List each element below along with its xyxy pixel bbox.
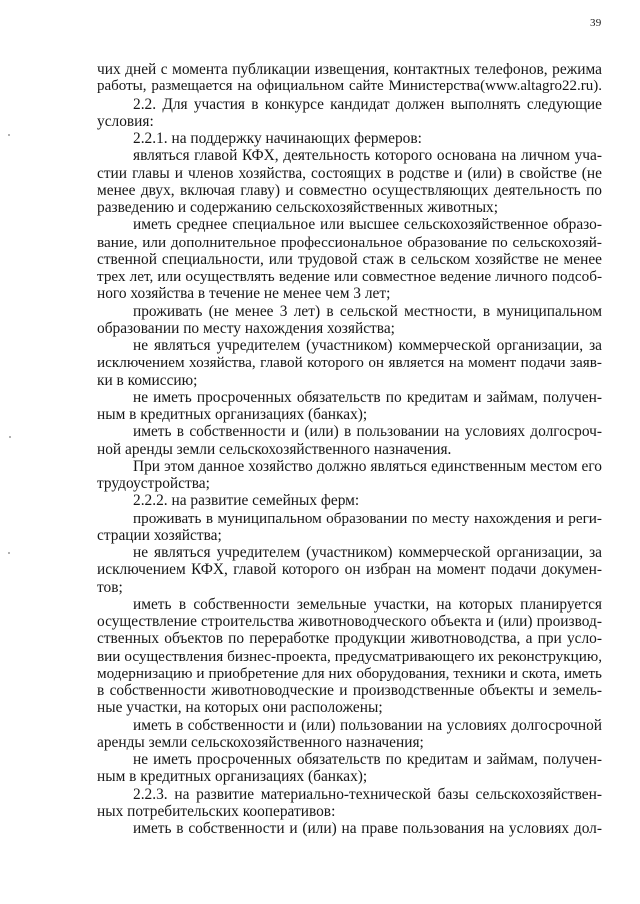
text-line: не являться учредителем (участником) коммерческой организации, за xyxy=(133,544,602,561)
text-line: образовании по месту нахождения хозяйства; xyxy=(97,319,395,337)
text-line: ственных объектов по переработке продукции животноводства, а при усло- xyxy=(97,630,602,648)
text-line: условия: xyxy=(97,112,154,130)
text-line: иметь в собственности и (или) в пользовании на условиях долгосроч- xyxy=(133,423,602,441)
scan-speck xyxy=(8,552,10,554)
text-line: трех лет, или осуществлять ведение или совместное ведение личного подсоб- xyxy=(97,268,602,285)
text-line: иметь в собственности земельные участки, на которых планируется xyxy=(133,595,602,613)
text-line: стии главы и членов хозяйства, состоящих в родстве и (или) в свойстве (не xyxy=(97,164,602,182)
text-line: 2.2.1. на поддержку начинающих фермеров: xyxy=(133,130,422,147)
text-line: ных потребительских кооперативов: xyxy=(97,802,336,820)
text-line: ки в комиссию; xyxy=(97,371,198,389)
text-line: При этом данное хозяйство должно являться единственным местом его xyxy=(133,457,602,475)
text-line: ным в кредитных организациях (банках); xyxy=(97,406,368,423)
scan-speck xyxy=(8,134,10,136)
text-line: ственной специальности, или трудовой стаж в сельском хозяйстве не менее xyxy=(97,250,602,268)
text-line: тов; xyxy=(97,578,123,596)
document-text xyxy=(97,61,602,837)
text-line: ного хозяйства в течение не менее чем 3 лет; xyxy=(97,285,391,303)
text-line: иметь среднее специальное или высшее сельскохозяйственное образо- xyxy=(133,216,602,234)
text-line: проживать в муниципальном образовании по месту нахождения и реги- xyxy=(133,509,602,527)
text-line: осуществление строительства животноводческого объекта и (или) производ- xyxy=(97,613,602,630)
text-line: ным в кредитных организациях (банках); xyxy=(97,768,368,786)
text-line: работы, размещается на официальном сайте Министерства(www.altagro22.ru). xyxy=(97,78,602,95)
text-line: ные участки, на которых они расположены; xyxy=(97,699,383,717)
text-line: исключением КФХ, главой которого он избран на момент подачи докумен- xyxy=(97,561,602,579)
text-line: не иметь просроченных обязательств по кредитам и займам, получен- xyxy=(133,388,602,406)
text-line: 2.2. Для участия в конкурсе кандидат должен выполнять следующие xyxy=(133,95,602,113)
text-line: модернизацию и приобретение для них оборудования, техники и скота, иметь xyxy=(97,664,602,682)
text-line: являться главой КФХ, деятельность которого основана на личном уча- xyxy=(133,147,602,165)
text-line: 2.2.2. на развитие семейных ферм: xyxy=(133,492,360,510)
text-line: менее двух, включая главу) и совместно осуществляющих деятельность по xyxy=(97,181,602,199)
text-line: разведению и содержанию сельскохозяйственных животных; xyxy=(97,199,499,216)
text-line: 2.2.3. на развитие материально-технической базы сельскохозяйствен- xyxy=(133,785,602,803)
text-line: страции хозяйства; xyxy=(97,526,222,544)
text-line: исключением хозяйства, главой которого он является на момент подачи заяв- xyxy=(97,354,602,372)
text-line: не являться учредителем (участником) коммерческой организации, за xyxy=(133,337,602,354)
text-line: иметь в собственности и (или) пользовании на условиях долгосрочной xyxy=(133,716,602,734)
text-line: аренды земли сельскохозяйственного назначения; xyxy=(97,733,424,751)
text-line: проживать (не менее 3 лет) в сельской местности, в муниципальном xyxy=(133,302,602,320)
scan-speck xyxy=(9,436,11,438)
text-line: чих дней с момента публикации извещения, контактных телефонов, режима xyxy=(97,61,602,78)
text-line: вии осуществления бизнес-проекта, предусматривающего их реконструкцию, xyxy=(97,647,602,665)
text-line: иметь в собственности и (или) на праве пользования на условиях дол- xyxy=(133,820,602,837)
text-line: трудоустройства; xyxy=(97,475,210,492)
text-line: не иметь просроченных обязательств по кредитам и займам, получен- xyxy=(133,751,602,768)
page-number: 39 xyxy=(590,17,602,29)
text-line: вание, или дополнительное профессиональное образование по сельскохозяй- xyxy=(97,233,602,251)
text-line: в собственности животноводческие и производственные объекты и земель- xyxy=(97,682,602,699)
text-line: ной аренды земли сельскохозяйственного назначения. xyxy=(97,440,452,458)
